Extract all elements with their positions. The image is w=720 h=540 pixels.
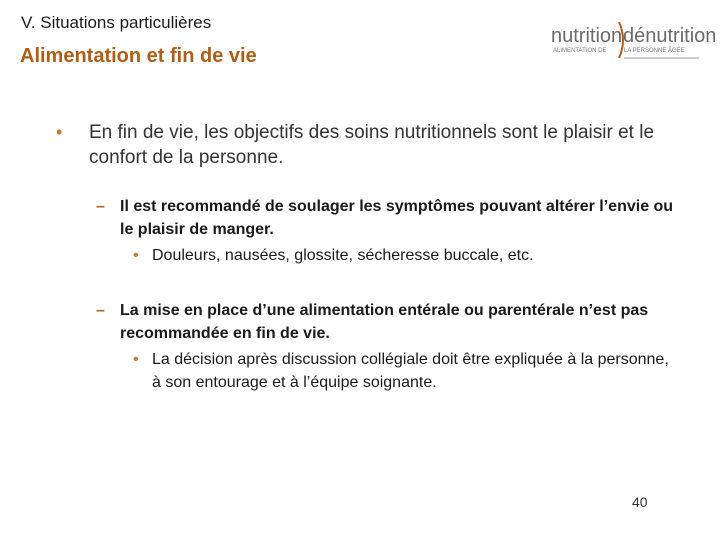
section-title: V. Situations particulières xyxy=(21,13,212,32)
bullet-dot-icon: • xyxy=(133,247,139,264)
main-bullet-text: En fin de vie, les objectifs des soins nutritionnels sont le plaisir et le confort de la personne. xyxy=(89,122,655,168)
sub-point xyxy=(56,195,676,241)
main-bullet xyxy=(56,120,676,170)
dash-icon: – xyxy=(96,302,105,319)
sub-point-text: La mise en place d’une alimentation entérale ou parentérale n’est pas recommandée en fin de vie. xyxy=(120,302,649,342)
page-number: 40 xyxy=(632,494,648,510)
bullet-dot-icon: • xyxy=(56,122,63,142)
slide-content xyxy=(56,120,676,394)
logo-word-nutrition: nutrition xyxy=(551,25,623,47)
logo-word-denutrition: dénutrition xyxy=(623,25,717,47)
sub-point xyxy=(56,299,676,345)
logo-tagline-right: LA PERSONNE ÂGÉE xyxy=(624,48,685,54)
dash-icon: – xyxy=(96,198,105,215)
detail-bullet xyxy=(56,348,676,394)
detail-bullet xyxy=(56,244,676,267)
detail-bullet-text: La décision après discussion collégiale doit être expliquée à la personne, à son entourage et à l’équipe soignante. xyxy=(152,351,669,391)
logo-tagline-left: ALIMENTATION DE xyxy=(553,48,607,54)
detail-bullet-text: Douleurs, nausées, glossite, sécheresse buccale, etc. xyxy=(152,247,534,264)
slide-title: Alimentation et fin de vie xyxy=(20,45,257,67)
nutrition-denutrition-logo xyxy=(551,18,717,68)
bullet-dot-icon: • xyxy=(133,351,139,368)
sub-point-text: Il est recommandé de soulager les symptômes pouvant altérer l’envie ou le plaisir de manger. xyxy=(120,198,674,238)
